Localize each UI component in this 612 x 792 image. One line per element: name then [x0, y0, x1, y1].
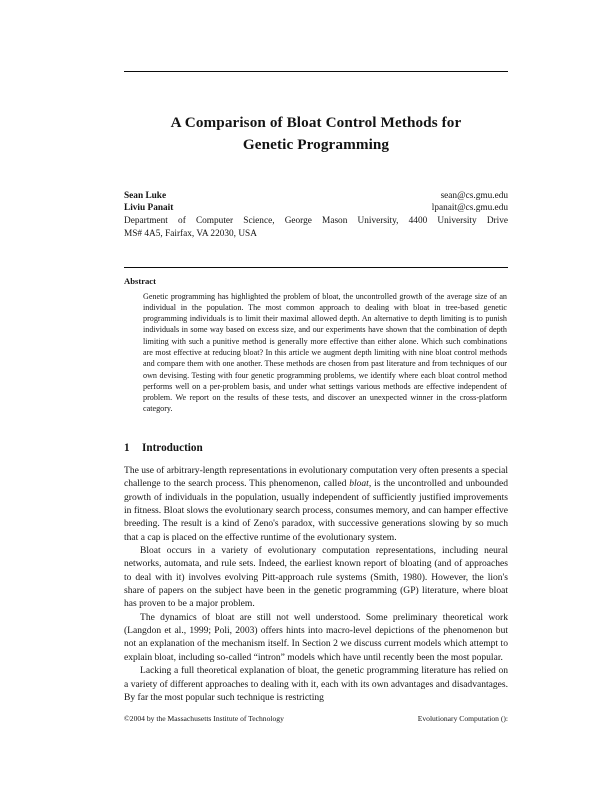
abstract-section — [124, 276, 508, 415]
body-paragraph: The use of arbitrary-length representations in evolutionary computation very often presents a special challenge to the search process. This phenomenon, called bloat, is the uncontrolled and unbounded growth of individuals in the population, usually independent of sufficiently justified improvements in fitness. Bloat slows the evolutionary search process, consumes memory, and can hamper effective breeding. The result is a kind of Zeno's paradox, with successive generations slowing by so much that a cap is placed on the effective runtime of the evolutionary system. — [124, 465, 508, 543]
author-block — [124, 190, 508, 240]
affiliation — [124, 215, 508, 240]
body-text — [124, 464, 508, 704]
copyright-notice: ©2004 by the Massachusetts Institute of Technology — [124, 714, 284, 723]
section-title: Introduction — [142, 442, 203, 454]
author-row — [124, 202, 508, 214]
author-email[interactable]: sean@cs.gmu.edu — [440, 191, 508, 201]
abstract-heading: Abstract — [124, 276, 156, 286]
paper-page — [124, 0, 508, 792]
header-rule — [124, 71, 508, 72]
author-email[interactable]: lpanait@cs.gmu.edu — [431, 203, 508, 214]
abstract-rule — [124, 267, 508, 268]
page-title — [124, 112, 508, 156]
page-footer — [124, 714, 508, 724]
section-heading-introduction — [124, 441, 203, 455]
author-name: Sean Luke — [124, 191, 167, 201]
author-name: Liviu Panait — [124, 203, 174, 214]
abstract-text: Genetic programming has highlighted the problem of bloat, the uncontrolled growth of the average size of an individual in the population. The most common approach to dealing with bloat in tree-based genetic programming individuals is to limit their maximal allowed depth. An alternative to depth limiting is to punish individuals in some way based on excess size, and our experiments have shown that the combination of depth limiting with such a punitive method is generally more effective than either alone. Which such combinations are most effective at reducing bloat? In this article we augment depth limiting with nine bloat control methods and compare them with one another. These methods are chosen from past literature and from techniques of our own devising. Testing with four genetic programming problems, we identify where each bloat control method performs well on a per-problem basis, and under what settings various methods are effective independent of problem. We report on the results of these tests, and discover an unexpected winner in the cross-platform category. — [143, 291, 507, 414]
body-paragraph: Bloat occurs in a variety of evolutionary computation representations, including neural networks, automata, and rule sets. Indeed, the earliest known report of bloating (and of approaches to deal with it) involves evolving Pitt-approach rule systems (Smith, 1980). However, the lion's share of papers on the subject have been in the genetic programming (GP) literature, where bloat has proven to be a major problem. — [124, 545, 508, 610]
title-line-2: Genetic Programming — [242, 136, 390, 153]
title-line-1: A Comparison of Bloat Control Methods for — [170, 114, 462, 131]
emphasis-term: bloat — [349, 478, 369, 490]
body-paragraph: Lacking a full theoretical explanation of bloat, the genetic programming literature has relied on a variety of different approaches to dealing with it, each with its own advantages and disadvantages. By far the most popular such technique is restricting — [124, 665, 508, 703]
affiliation-line-1: Department of Computer Science, George Mason University, 4400 University Drive — [124, 216, 508, 227]
author-row — [124, 190, 508, 202]
affiliation-line-2: MS# 4A5, Fairfax, VA 22030, USA — [124, 228, 257, 239]
journal-reference: Evolutionary Computation (): — [417, 714, 508, 723]
body-paragraph: The dynamics of bloat are still not well understood. Some preliminary theoretical work (Langdon et al., 1999; Poli, 2003) offers hints into macro-level depictions of the phenomenon but not an explanation of the mechanism itself. In Section 2 we discuss current models which attempt to explain bloat, including so-called “intron” models which have until recently been the most popular. — [124, 611, 508, 663]
section-number: 1 — [124, 442, 130, 454]
